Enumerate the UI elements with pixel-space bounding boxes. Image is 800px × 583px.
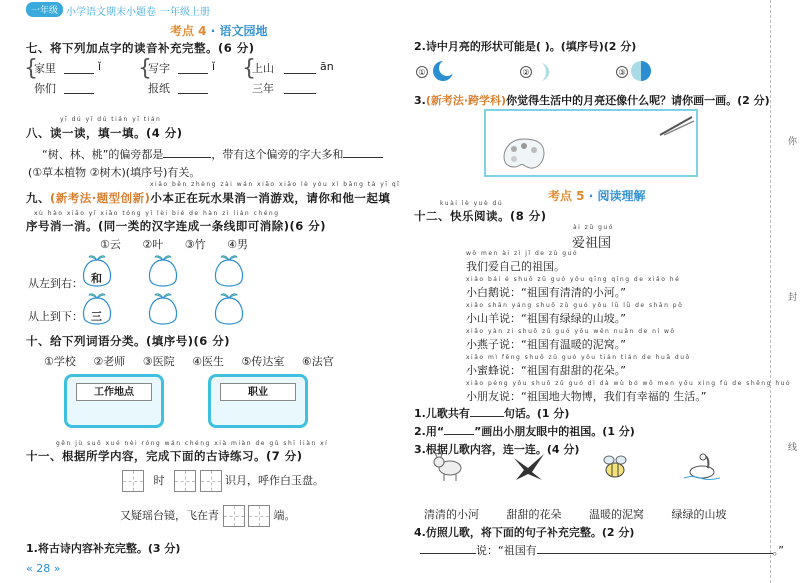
tianzige-box[interactable] [223,505,245,527]
tianzige-box[interactable] [174,470,196,492]
full-moon-icon [630,60,652,82]
q11-sub1: 1.将古诗内容补充完整。(3 分) [26,542,181,555]
q12-sub2: 2.用“ ”画出小朋友眼中的祖国。(1 分) [414,425,635,438]
margin-text: 线 [788,443,798,453]
q11-sub2: 2.诗中月亮的形状可能是( )。(填序号)(2 分) [414,40,637,53]
poem-title: 爱祖国 [572,236,612,251]
bee-icon [598,452,632,482]
worksheet-page: 一年级 小学语文期末小题卷 一年级上册 考点 4 · 语文园地 七、将下列加点字的读音补充完整。(6 分) { 家里 你们 ǐ { 写字 报纸 ǐ { 上山 三年 ān yī dú yī dú tián yī tián 八、读一读，填一填。(4 分) “树、林、桃”的偏旁都是 ，带有这个偏旁的字大多和 (①草本植物 ②树木)(填序号)有关。 xiǎo běn zhèng zài wán xiāo xiāo lè yóu xì bāng tā yī qǐ 九、(新考法·题型创新)小本正在玩水果消一消游戏，请你和他一起填 xù hào xiāo yī xiāo tóng yī lèi bié de hàn zì lián chéng 序号消一消。(同一类的汉字连成一条线即可消除)(6 分) ①云 ②叶 ③竹 ④男 从左到右： 从上到下： 和 三 十、给下列词语分类。(填序号)(6 分) ①学校 ②老师 ③医院 ④医生 ⑤传达室 ⑥法官 工作地点 职业 gēn jù suǒ xué nèi róng wán chéng xià miàn de gǔ shī liàn xí 十一、根据所学内容，完成下面的古诗练习。(7 分) 时 识月，呼作白玉盘。 又疑瑶台镜，飞在青 端。 1.将古诗内容补充完整。(3 分) « 28 » 2.诗中月亮的形状可能是( )。(填序号)(2 分) ① ② ③ 3.(新考法·跨学科)你觉得生活中的月亮还像什么呢？请你画一画。(2 分) 考点 5 · 阅读理解 kuài lè yuè dú 十二、快乐阅读。(8 分) ài zǔ guó 爱祖国 wǒ men ài zì jǐ de zǔ guó 我们爱自己的祖国。 xiǎo bái é shuō zǔ guó yǒu qīng qīng de xiǎo hé 小白鹅说：“祖国有清清的小河。” xiǎo shān yáng shuō zǔ guó yǒu lǜ lǜ de shān pō 小山羊说：“祖国有绿绿的山坡。” xiǎo yàn zi shuō zǔ guó yǒu wēn nuǎn de ní wō 小燕子说：“祖国有温暖的泥窝。” xiǎo mì fēng shuō zǔ guó yǒu tián tián de huā duǒ 小蜜蜂说：“祖国有甜甜的花朵。” xiǎo péng yǒu shuō zǔ guó dì dà wù bó wǒ men yǒu xìng fú de shēng huó 小朋友说：“祖国地大物博，我们有幸福的 生活。” 1.儿歌共有 句话。(1 分) 2.用“ ”画出小朋友眼中的祖国。(1 分) 3.根据儿歌内容，连一连。(4 分) 清清的小河 甜甜的花朵 温暖的泥窝 绿绿的山坡 4.仿照儿歌，将下面的句子补充完整。(2 分) 说：“祖国有 。” 你 封 线 [0,0,800,583]
header-grade: 一年级上册 [160,7,210,18]
q9-col-label: 从上到下： [28,310,83,323]
fruit-char-1: 和 [91,272,102,285]
section-4-title: 考点 4 · 语文园地 [170,24,268,38]
peach-icon [212,254,246,292]
q11-title: 十一、根据所学内容，完成下面的古诗练习。(7 分) [26,449,303,463]
q9-title1: 九、(新考法·题型创新)小本正在玩水果消一消游戏，请你和他一起填 [26,191,391,205]
fruit-char-2: 三 [91,310,102,323]
peach-icon [212,292,246,330]
match-options: 清清的小河 甜甜的花朵 温暖的泥窝 绿绿的山坡 [424,508,727,521]
q12-pinyin: kuài lè yuè dú [440,200,504,207]
margin-text: 你 [788,137,798,147]
quarter-moon-icon [536,62,552,82]
q12-title: 十二、快乐阅读。(8 分) [414,209,547,223]
section-5-title: 考点 5 · 阅读理解 [548,189,646,203]
q9-options: ①云 ②叶 ③竹 ④男 [100,238,248,251]
crescent-moon-icon [432,60,454,82]
q10-options: ①学校 ②老师 ③医院 ④医生 ⑤传达室 ⑥法官 [44,355,334,368]
q11-line2: 又疑瑶台镜，飞在青 端。 [120,505,296,527]
q12-sub3: 3.根据儿歌内容，连一连。(4 分) [414,443,580,456]
q11-line1: 时 识月，呼作白玉盘。 [122,470,324,492]
q11-pinyin: gēn jù suǒ xué nèi róng wán chéng xià miàn de gǔ shī liàn xí [56,440,329,447]
category-card-label: 工作地点 [76,383,152,401]
tianzige-box[interactable] [248,505,270,527]
poem-line: 小蜜蜂说：“祖国有甜甜的花朵。” [466,364,626,377]
drawing-area[interactable] [484,109,698,177]
header-tag: 一年级 [26,2,63,17]
peach-icon [146,292,180,330]
q12-sub4-line: 说：“祖国有 。” [420,542,784,558]
q11-sub3: 3.(新考法·跨学科)你觉得生活中的月亮还像什么呢？请你画一画。(2 分) [414,94,770,107]
q12-sub1: 1.儿歌共有 句话。(1 分) [414,407,570,420]
category-card-workplace[interactable] [64,374,164,428]
poem-line: 我们爱自己的祖国。 [466,260,565,273]
palette-icon [502,137,546,171]
category-card-label: 职业 [220,383,296,401]
tianzige-box[interactable] [122,470,144,492]
peach-icon [146,254,180,292]
q9-pinyin1: xiǎo běn zhèng zài wán xiāo xiāo lè yóu xì bāng tā yī qǐ [150,181,401,188]
poem-line: 小朋友说：“祖国地大物博，我们有幸福的 生活。” [466,390,707,403]
category-card-occupation[interactable] [208,374,308,428]
swallow-icon [512,452,546,482]
poem-line: 小山羊说：“祖国有绿绿的山坡。” [466,312,626,325]
q9-title2: 序号消一消。(同一类的汉字连成一条线即可消除)(6 分) [26,219,327,233]
q12-sub4: 4.仿照儿歌，将下面的句子补充完整。(2 分) [414,526,635,539]
header-series: 小学语文期末小题卷 [66,7,156,18]
q8-title: 八、读一读，填一填。(4 分) [26,126,183,140]
q7-title: 七、将下列加点字的读音补充完整。(6 分) [26,41,255,55]
q8-pinyin: yī dú yī dú tián yī tián [60,116,162,123]
poem-line: 小白鹅说：“祖国有清清的小河。” [466,286,626,299]
poem-line: 小燕子说：“祖国有温暖的泥窝。” [466,338,626,351]
moon-options: ① ② ③ [416,60,646,84]
q9-row-label: 从左到右： [28,277,83,290]
goat-icon [432,452,466,482]
q9-pinyin2: xù hào xiāo yī xiāo tóng yī lèi bié de hàn zì lián chéng [34,210,280,217]
q8-line2: (①草本植物 ②树木)(填序号)有关。 [28,166,201,179]
page-number: « 28 » [26,562,61,575]
goose-icon [682,450,722,482]
margin-text: 封 [788,293,798,303]
tianzige-box[interactable] [200,470,222,492]
poem-title-pinyin: ài zǔ guó [573,224,614,231]
q10-title: 十、给下列词语分类。(填序号)(6 分) [26,334,231,348]
brush-icon [656,113,696,137]
q8-line1: “树、林、桃”的偏旁都是 ，带有这个偏旁的字大多和 [42,146,383,162]
